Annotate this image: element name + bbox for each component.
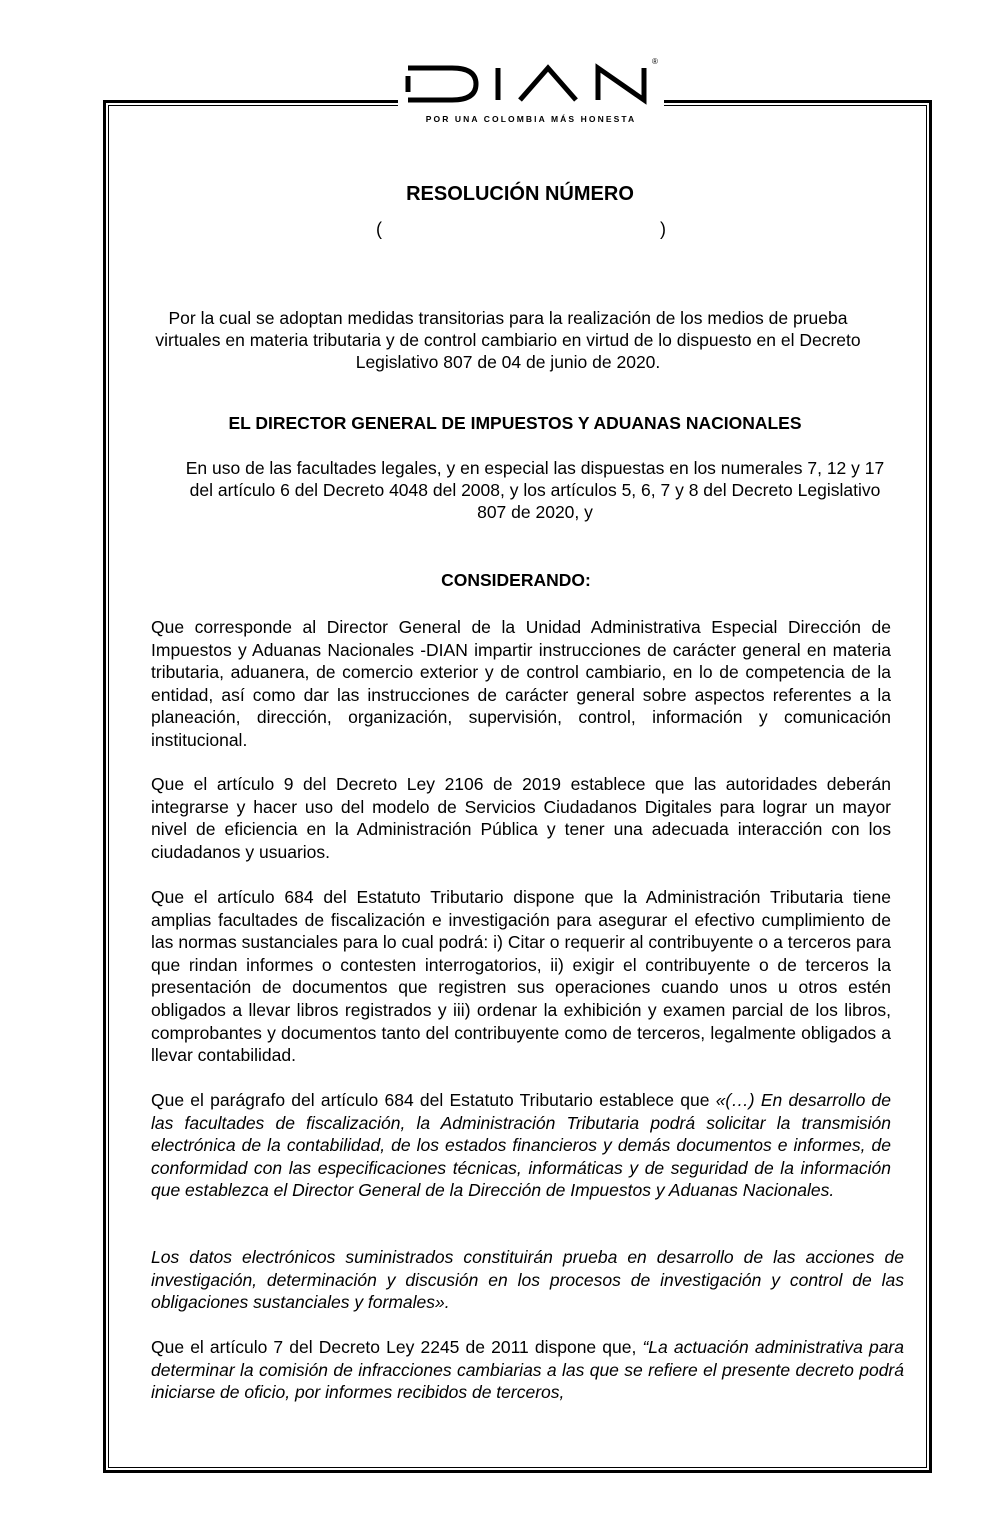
considering-paragraph-5 [151, 1246, 904, 1314]
paragraph-6-intro: Que el artículo 7 del Decreto Ley 2245 de 2011 dispone que, [151, 1337, 643, 1357]
logo-tagline: POR UNA COLOMBIA MÁS HONESTA [425, 114, 637, 124]
paragraph-4-intro: Que el parágrafo del artículo 684 del Estatuto Tributario establece que [151, 1090, 716, 1110]
considering-paragraph-4 [151, 1089, 891, 1202]
considering-paragraph-6 [151, 1336, 904, 1404]
resolution-number-paren-close: ) [660, 219, 666, 239]
registered-mark: ® [652, 57, 658, 66]
considering-paragraph-2: Que el artículo 9 del Decreto Ley 2106 de 2019 establece que las autoridades deberán integrarse y hacer uso del modelo de Servicios Ciudadanos Digitales para lograr un mayor nivel de eficiencia en la Administración Pública y tener una adecuada interacción con los ciudadanos y usuarios. [151, 774, 891, 862]
considering-paragraph-1: Que corresponde al Director General de la Unidad Administrativa Especial Dirección de Impuestos y Aduanas Nacionales -DIAN impartir instrucciones de carácter general en materia tributaria, aduanera, de comercio exterior y de control cambiario, en lo de competencia de la entidad, así como dar las instrucciones de carácter general sobre aspectos referentes a la planeación, dirección, organización, supervisión, control, información y comunicación institucional. [151, 617, 891, 750]
paragraph-4-quote: «(…) En desarrollo de las facultades de fiscalización, la Administración Tributaria podrá solicitar la transmisión electrónica de la contabilidad, de los estados financieros y demás documentos e informes, de conformidad con las especificaciones técnicas, informáticas y de seguridad de la información que establezca el Director General de la Dirección de Impuestos y Aduanas Nacionales. [151, 1090, 891, 1201]
dian-wordmark [400, 54, 662, 114]
paragraph-6-quote: “La actuación administrativa para determinar la comisión de infracciones cambiarias a las que se refiere el presente decreto podrá iniciarse de oficio, por informes recibidos de terceros, [151, 1337, 904, 1403]
paragraph-5-quote: Los datos electrónicos suministrados constituirán prueba en desarrollo de las acciones de investigación, determinación y discusión en los procesos de investigación y control de las obligaciones sustanciales y formales». [151, 1247, 904, 1313]
resolution-title: RESOLUCIÓN NÚMERO [406, 183, 634, 205]
resolution-number-paren-open: ( [376, 219, 382, 239]
considering-heading: CONSIDERANDO: [441, 570, 591, 590]
legal-faculties: En uso de las facultades legales, y en especial las dispuestas en los numerales 7, 12 y 17 del artículo 6 del Decreto 4048 del 2008, y los artículos 5, 6, 7 y 8 del Decreto Legislativo 807 de 2020, y [185, 458, 885, 522]
issuing-authority: EL DIRECTOR GENERAL DE IMPUESTOS Y ADUANAS NACIONALES [228, 413, 802, 433]
considering-paragraph-3: Que el artículo 684 del Estatuto Tributario dispone que la Administración Tributaria tiene amplias facultades de fiscalización e investigación para asegurar el efectivo cumplimiento de las normas sustanciales para lo cual podrá: i) Citar o requerir al contribuyente o a terceros para que rindan informes o contesten interrogatorios, ii) exigir el contribuyente o de terceros la presentación de documentos que registren sus operaciones cuando unos u otros estén obligados a llevar libros registrados y iii) ordenar la exhibición y examen parcial de los libros, comprobantes y documentos tanto del contribuyente como de terceros, legalmente obligados a llevar contabilidad. [151, 887, 891, 1066]
resolution-subject: Por la cual se adoptan medidas transitorias para la realización de los medios de prueba virtuales en materia tributaria y de control cambiario en virtud de lo dispuesto en el Decreto Legislativo 807 de 04 de junio de 2020. [155, 308, 861, 372]
